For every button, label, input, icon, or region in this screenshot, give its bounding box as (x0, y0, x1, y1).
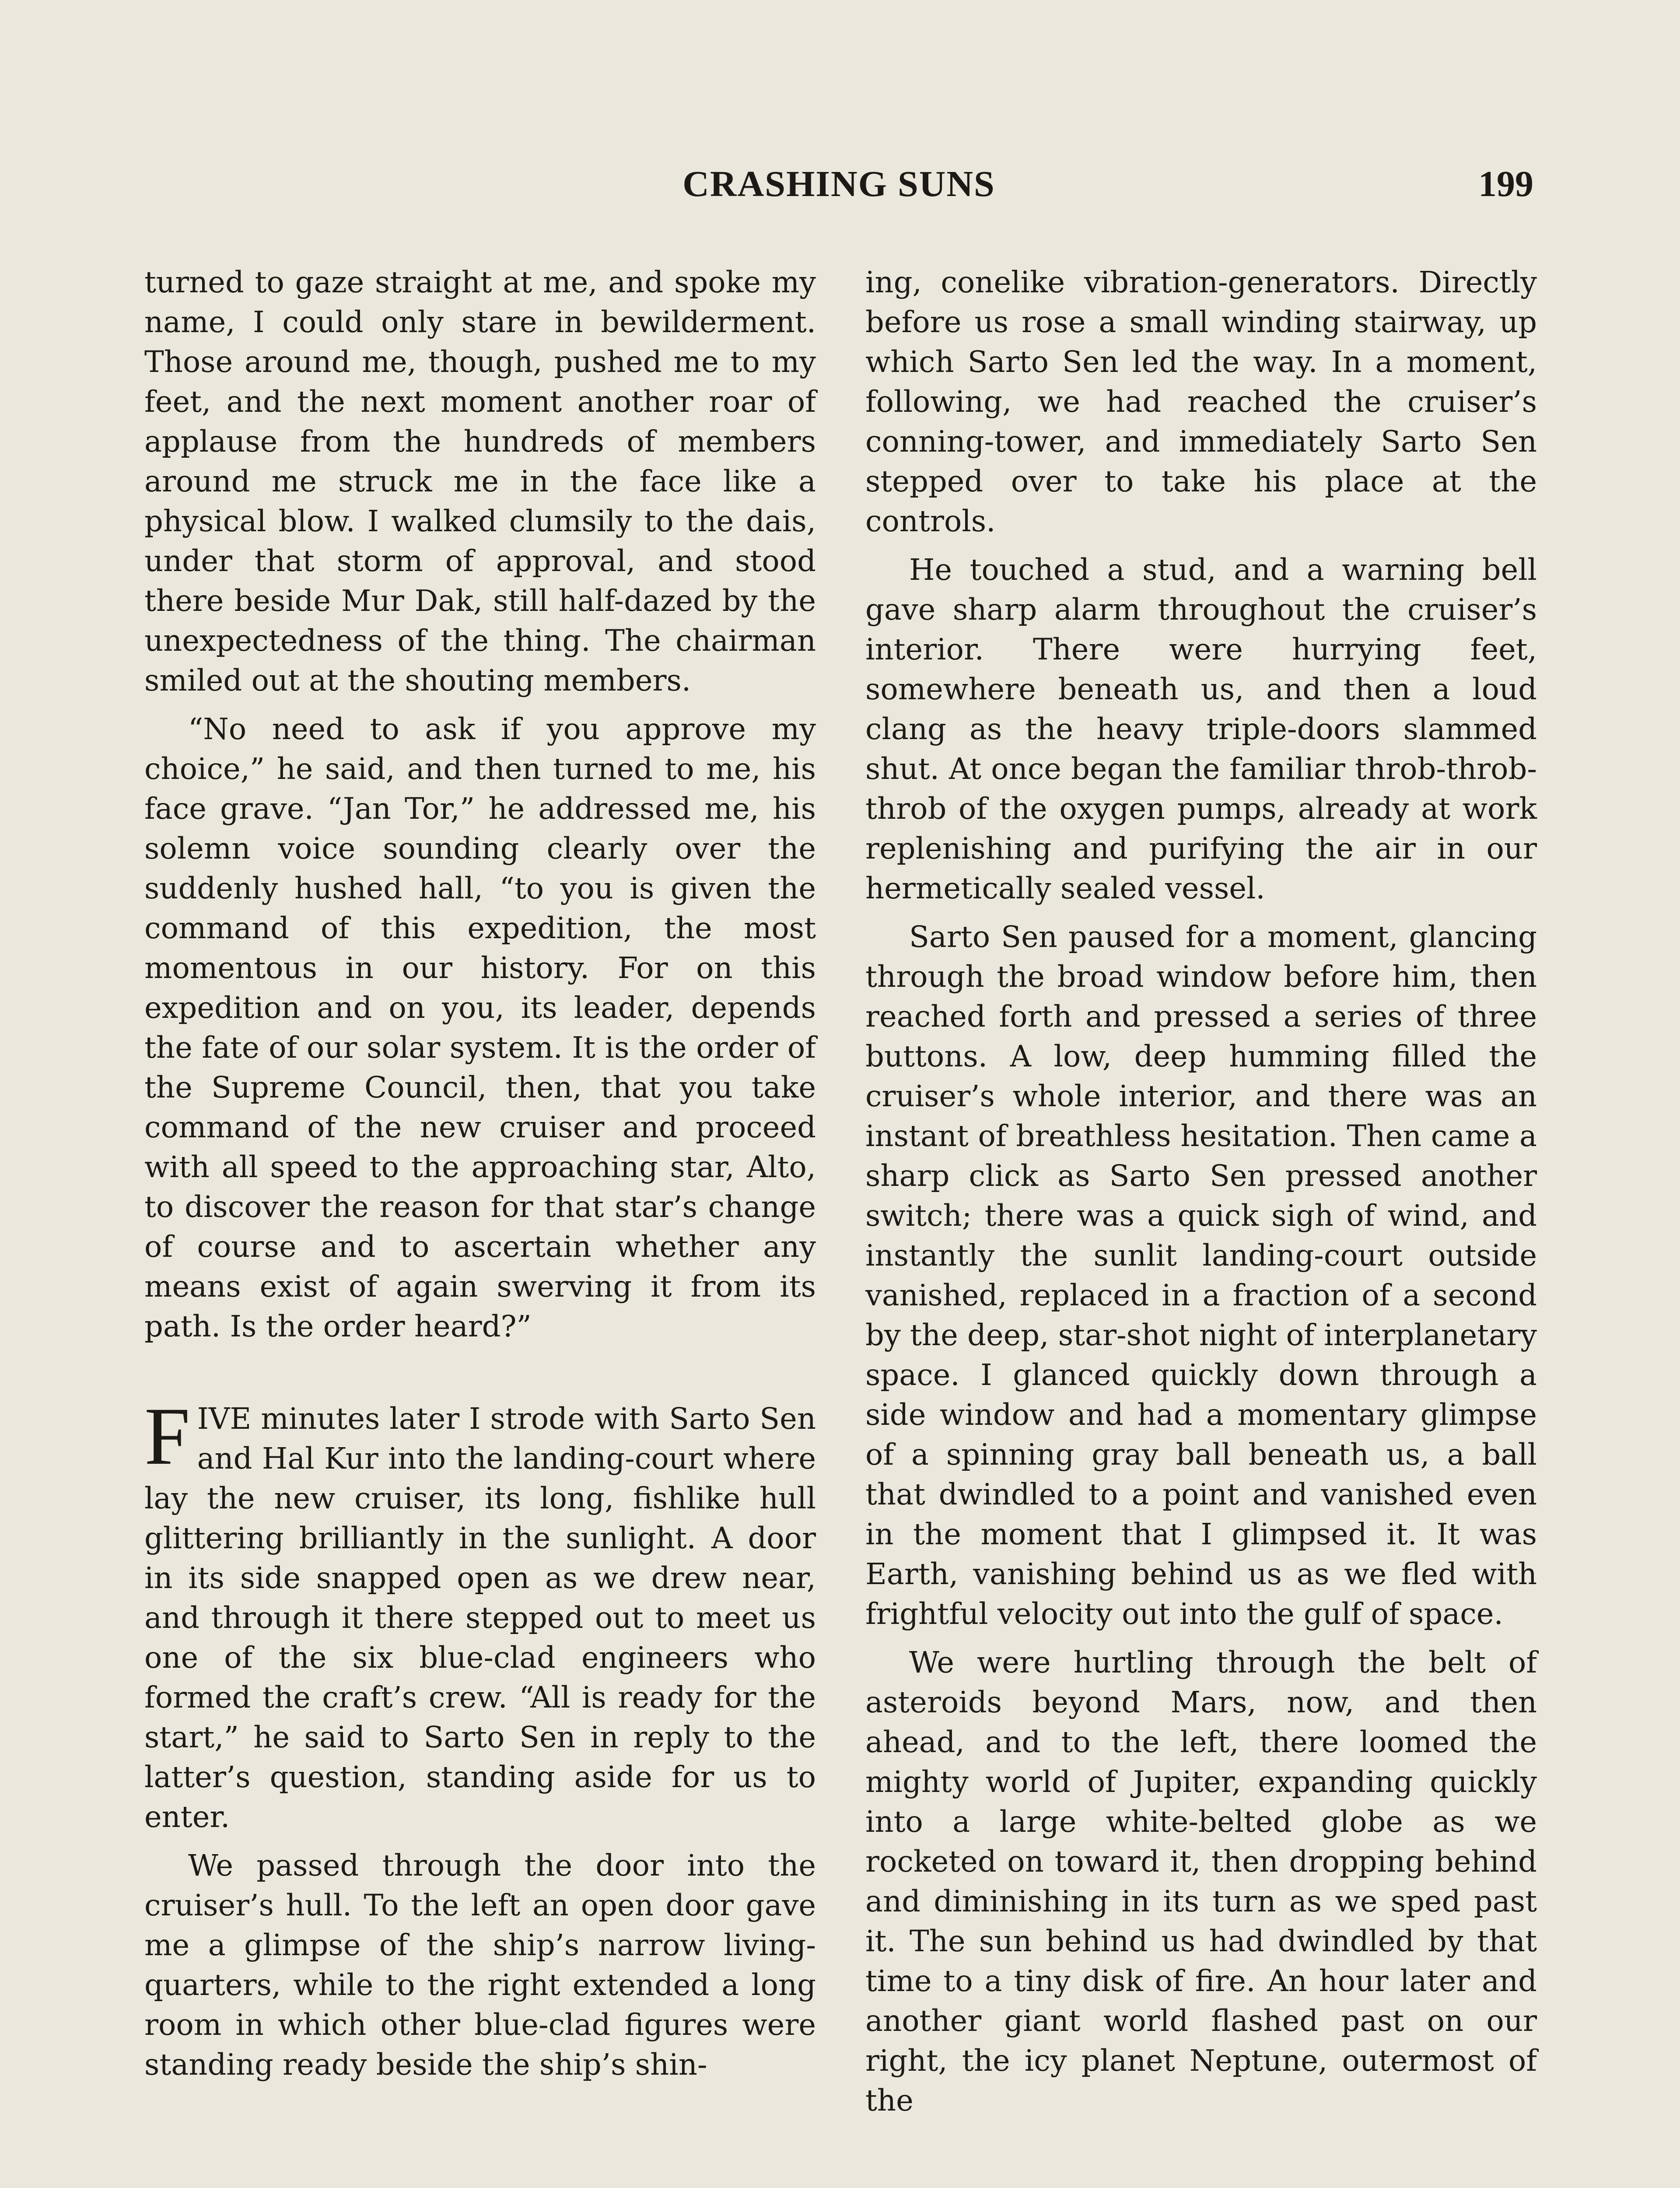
left-paragraph-3 (144, 1390, 816, 1837)
left-paragraph-4: We passed through the door into the cruiser’s hull. To the left an open door gave me a glimpse of the ship’s narrow living-quarters, while to the right extended a long room in which other blue-clad figures were standing ready beside the ship’s shin- (144, 1848, 816, 2082)
right-column (865, 263, 1537, 2121)
left-paragraph-3-text: minutes later I strode with Sarto Sen and Hal Kur into the landing-court where lay the new cruiser, its long, fishlike hull glittering brilliantly in the sunlight. A door in its side snapped open as we drew near, and through it there stepped out to meet us one of the six blue-clad engineers who formed the craft’s crew. “All is ready for the start,” he said to Sarto Sen in reply to the latter’s question, standing aside for us to enter. (144, 1402, 816, 1834)
left-paragraph-2: “No need to ask if you approve my choice,” he said, and then turned to me, his face grave. “Jan Tor,” he addressed me, his solemn voice sounding clearly over the suddenly hushed hall, “to you is given the command of this expedition, the most momentous in our history. For on this expedition and on you, its leader, depends the fate of our solar system. It is the order of the Supreme Council, then, that you take command of the new cruiser and proceed with all speed to the approaching star, Alto, to discover the reason for that star’s change of course and to ascertain whether any means exist of again swerving it from its path. Is the order heard?” (144, 712, 816, 1343)
drop-cap: F (144, 1390, 190, 1482)
left-column (144, 263, 816, 2085)
right-paragraph-3: Sarto Sen paused for a moment, glancing through the broad window before him, then reached forth and pressed a series of three buttons. A low, deep humming filled the cruiser’s whole interior, and there was an instant of breathless hesitation. Then came a sharp click as Sarto Sen pressed another switch; there was a quick sigh of wind, and instantly the sunlit landing-court outside vanished, replaced in a fraction of a second by the deep, star-shot night of interplanetary space. I glanced quickly down through a side window and had a momentary glimpse of a spinning gray ball beneath us, a ball that dwindled to a point and vanished even in the moment that I glimpsed it. It was Earth, vanishing behind us as we fled with frightful velocity out into the gulf of space. (865, 920, 1537, 1631)
small-caps-opening: IVE (197, 1402, 252, 1436)
right-paragraph-1: ing, conelike vibration-generators. Directly before us rose a small winding stairway, up which Sarto Sen led the way. In a moment, following, we had reached the cruiser’s conning-tower, and immediately Sarto Sen stepped over to take his place at the controls. (865, 265, 1537, 538)
running-title: CRASHING SUNS (682, 164, 995, 204)
right-paragraph-4: We were hurtling through the belt of asteroids beyond Mars, now, and then ahead, and to the left, there loomed the mighty world of Jupiter, expanding quickly into a large white-belted globe as we rocketed on toward it, then dropping behind and diminishing in its turn as we sped past it. The sun behind us had dwindled by that time to a tiny disk of fire. An hour later and another giant world flashed past on our right, the icy planet Neptune, outermost of the (865, 1645, 1537, 2118)
right-paragraph-2: He touched a stud, and a warning bell gave sharp alarm throughout the cruiser’s interior. There were hurrying feet, somewhere beneath us, and then a loud clang as the heavy triple-doors slammed shut. At once began the familiar throb-throb-throb of the oxygen pumps, already at work replenishing and purifying the air in our hermetically sealed vessel. (865, 553, 1537, 905)
left-paragraph-1: turned to gaze straight at me, and spoke my name, I could only stare in bewilderment. Those around me, though, pushed me to my feet, and the next moment another roar of applause from the hundreds of members around me struck me in the face like a physical blow. I walked clumsily to the dais, under that storm of approval, and stood there beside Mur Dak, still half-dazed by the unexpectedness of the thing. The chairman smiled out at the shouting members. (144, 265, 816, 698)
page-number: 199 (1478, 164, 1533, 204)
page-header (144, 163, 1533, 211)
